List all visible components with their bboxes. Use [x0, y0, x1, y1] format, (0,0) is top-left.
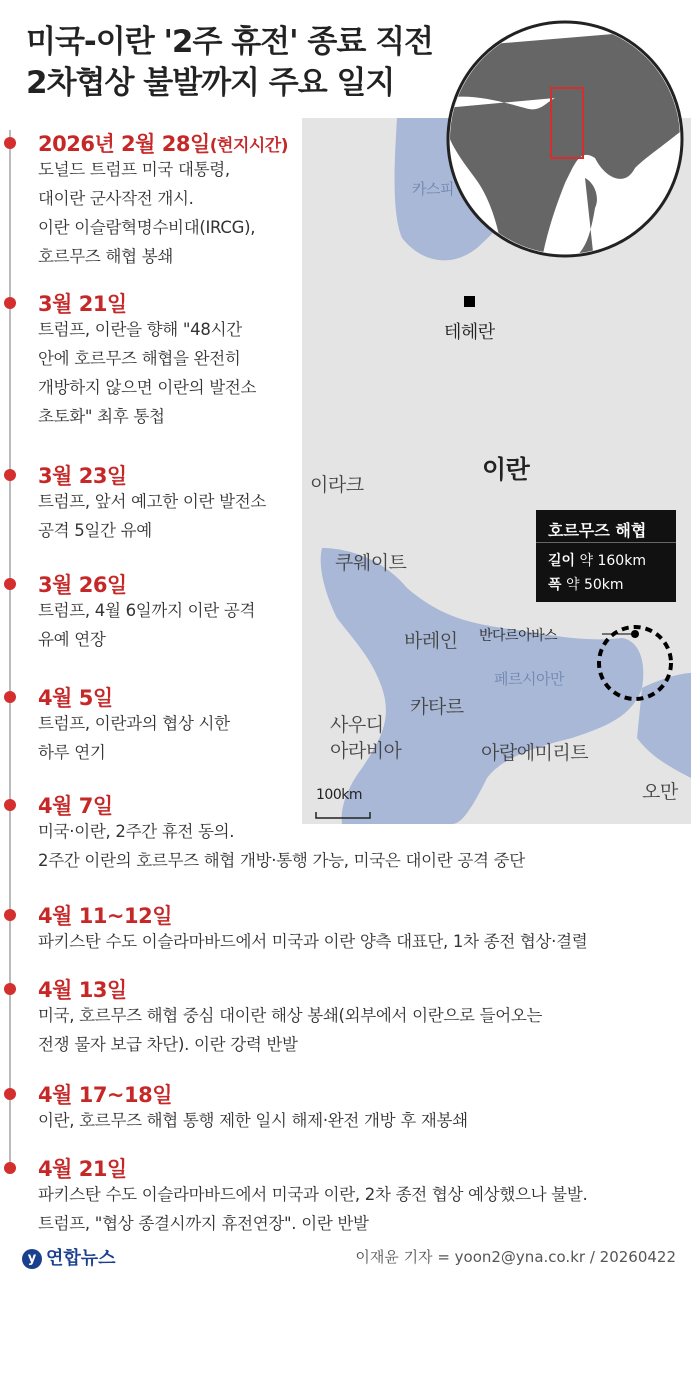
oman-label: 오만: [642, 781, 678, 803]
event-description-line: 파키스탄 수도 이슬라마바드에서 미국과 이란 양측 대표단, 1차 종전 협상·결렬: [38, 932, 588, 951]
strait-length-value: 약 160km: [579, 553, 646, 569]
page-title: [26, 22, 433, 104]
globe-inset: [445, 8, 685, 270]
event-description-line: 도널드 트럼프 미국 대통령,: [38, 160, 230, 179]
event-description-line: 미국·이란, 2주간 휴전 동의.: [38, 822, 235, 841]
timeline-dot: [4, 909, 16, 921]
logo-text: 연합뉴스: [46, 1248, 116, 1269]
event-description-line: 대이란 군사작전 개시.: [38, 189, 194, 208]
strait-info-box: [536, 510, 676, 602]
event-description-line: 개방하지 않으면 이란의 발전소: [38, 378, 257, 397]
timeline-dot: [4, 297, 16, 309]
timeline-dot: [4, 1088, 16, 1100]
event-description-line: 초토화" 최후 통첩: [38, 407, 165, 426]
event-date: [38, 128, 288, 158]
strait-title: 호르무즈 해협: [548, 521, 647, 540]
event-date: [38, 974, 127, 1004]
title-line-1: 미국-이란 '2주 휴전' 종료 직전: [26, 24, 433, 60]
event-date-text: 4월 11~12일: [38, 904, 173, 928]
footer-logo: [22, 1244, 116, 1270]
scale-label: 100km: [316, 787, 362, 803]
event-date-text: 3월 23일: [38, 464, 127, 488]
event-description-line: 트럼프, 4월 6일까지 이란 공격: [38, 601, 256, 620]
saudi-label-2: 아라비아: [330, 740, 402, 762]
timeline-dot: [4, 799, 16, 811]
persian-gulf-label: 페르시아만: [494, 670, 564, 688]
event-description-line: 전쟁 물자 보급 차단). 이란 강력 반발: [38, 1035, 298, 1054]
tehran-label: 테헤란: [444, 322, 495, 343]
event-description-line: 트럼프, 이란과의 협상 시한: [38, 714, 230, 733]
event-date: [38, 288, 127, 318]
event-date-text: 4월 21일: [38, 1157, 127, 1181]
credit-line: 이재윤 기자 = yoon2@yna.co.kr / 20260422: [355, 1248, 676, 1266]
event-date-text: 2026년 2월 28일: [38, 132, 210, 156]
event-date-text: 3월 21일: [38, 292, 127, 316]
iran-label: 이란: [482, 455, 530, 484]
event-date-note: (현지시간): [209, 136, 288, 156]
event-date: [38, 460, 127, 490]
bandar-abbas-label: 반다르아바스: [479, 628, 558, 644]
bandar-dot: [631, 630, 639, 638]
timeline-dot: [4, 1162, 16, 1174]
event-description-line: 유예 연장: [38, 630, 106, 649]
event-date: [38, 790, 113, 820]
event-date: [38, 682, 113, 712]
timeline-dot: [4, 578, 16, 590]
event-description-line: 하루 연기: [38, 743, 106, 762]
event-date-text: 3월 26일: [38, 573, 127, 597]
timeline-dot: [4, 137, 16, 149]
timeline-line: [9, 130, 11, 1170]
event-description-line: 호르무즈 해협 봉쇄: [38, 247, 174, 266]
event-date-text: 4월 7일: [38, 794, 113, 818]
event-date: [38, 1153, 127, 1183]
event-description-line: 이란 이슬람혁명수비대(IRCG),: [38, 218, 256, 237]
event-date-text: 4월 5일: [38, 686, 113, 710]
event-description-line: 트럼프, 앞서 예고한 이란 발전소: [38, 492, 267, 511]
event-description-line: 공격 5일간 유예: [38, 521, 152, 540]
timeline-dot: [4, 691, 16, 703]
iraq-label: 이라크: [310, 474, 364, 496]
event-date: [38, 900, 172, 930]
event-description-line: 트럼프, "협상 종결시까지 휴전연장". 이란 반발: [38, 1214, 369, 1233]
event-description-line: 미국, 호르무즈 해협 중심 대이란 해상 봉쇄(외부에서 이란으로 들어오는: [38, 1006, 543, 1025]
event-date: [38, 1079, 172, 1109]
strait-width-label: 폭: [548, 577, 562, 593]
kuwait-label: 쿠웨이트: [335, 552, 407, 574]
strait-width-value: 약 50km: [565, 577, 624, 593]
timeline-dot: [4, 469, 16, 481]
timeline-dot: [4, 983, 16, 995]
bahrain-label: 바레인: [404, 630, 458, 652]
title-line-2: 2차협상 불발까지 주요 일지: [26, 65, 395, 101]
saudi-label-1: 사우디: [330, 714, 384, 736]
strait-length-label: 길이: [548, 553, 576, 569]
tehran-marker: [464, 296, 475, 307]
event-description-line: 트럼프, 이란을 향해 "48시간: [38, 320, 242, 339]
yonhap-logo-icon: y: [22, 1249, 42, 1269]
event-description-line: 이란, 호르무즈 해협 통행 제한 일시 해제·완전 개방 후 재봉쇄: [38, 1111, 468, 1130]
caspian-label: 카스피: [412, 180, 454, 198]
event-description-line: 2주간 이란의 호르무즈 해협 개방·통행 가능, 미국은 대이란 공격 중단: [38, 851, 525, 870]
event-description-line: 안에 호르무즈 해협을 완전히: [38, 349, 241, 368]
qatar-label: 카타르: [410, 696, 464, 718]
event-date-text: 4월 17~18일: [38, 1083, 173, 1107]
event-date-text: 4월 13일: [38, 978, 127, 1002]
uae-label: 아랍에미리트: [481, 742, 589, 764]
event-date: [38, 569, 127, 599]
event-description-line: 파키스탄 수도 이슬라마바드에서 미국과 이란, 2차 종전 협상 예상했으나 불발.: [38, 1185, 588, 1204]
